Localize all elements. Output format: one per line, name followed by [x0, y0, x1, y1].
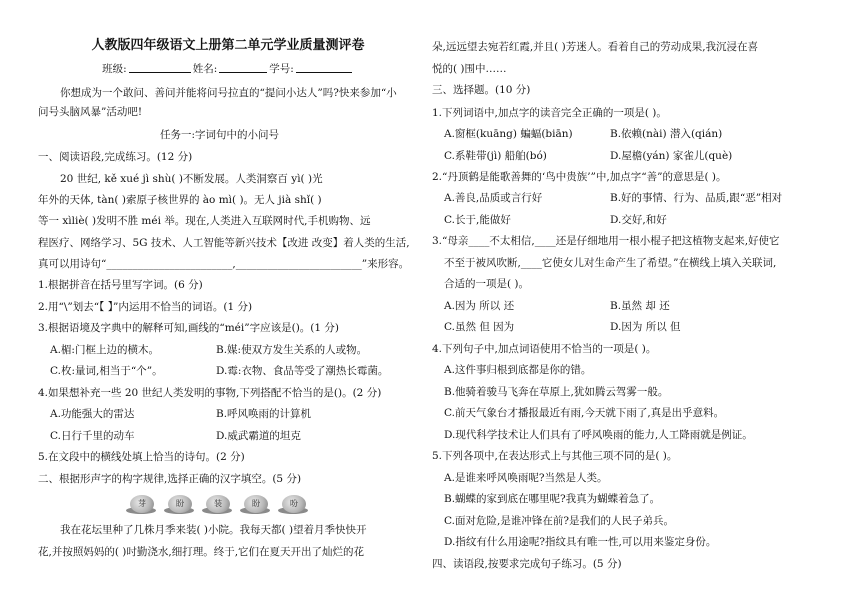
section-4-heading: 四、读语段,按要求完成句子练习。(5 分)	[432, 558, 622, 570]
character-icon-5[interactable]: 吩	[282, 495, 306, 513]
mc1-option-a[interactable]: A.窗框(kuāng) 蝙蝠(biān)	[444, 128, 573, 140]
mc3-option-a[interactable]: A.因为 所以 还	[444, 300, 515, 312]
name-blank[interactable]	[219, 61, 267, 73]
mc-question-4: 4.下列句子中,加点词语使用不恰当的一项是( )。	[432, 343, 657, 355]
section-1-heading: 一、阅读语段,完成练习。(12 分)	[38, 151, 193, 163]
q4-option-c[interactable]: C.日行千里的动车	[50, 430, 135, 442]
continuation-line-1: 朵,远远望去宛若红霞,并且( )芳迷人。看着自己的劳动成果,我沉浸在喜	[432, 41, 759, 53]
passage-line-3: 等一 xìliè( )发明不胜 méi 举。现在,人类进入互联网时代,手机购物、远	[38, 215, 371, 227]
page-title: 人教版四年级语文上册第二单元学业质量测评卷	[91, 38, 365, 53]
mc3-option-c[interactable]: C.虽然 但 因为	[444, 321, 515, 333]
q4-option-d[interactable]: D.威武霸道的坦克	[216, 430, 301, 442]
passage-line-1: 20 世纪, kě xué jì shù( )不断发展。人类洞察百 yì( )光	[60, 173, 323, 185]
continuation-line-2: 悦的( )围中……	[432, 63, 507, 75]
mc2-option-b[interactable]: B.好的事情、行为、品质,跟“恶”相对	[610, 192, 783, 204]
q3-option-a[interactable]: A.楣:门框上边的横木。	[50, 344, 159, 356]
mc-question-3-line-2: 不至于被风吹断,____它使女儿对生命产生了希望。”在横线上填入关联词,	[444, 257, 777, 269]
mc5-option-a[interactable]: A.是谁来呼风唤雨呢?当然是人类。	[444, 472, 608, 484]
mc4-option-c[interactable]: C.前天气象台才播报最近有雨,今天就下雨了,真是出乎意料。	[444, 407, 725, 419]
question-2: 2.用“\”划去“【 】”内运用不恰当的词语。(1 分)	[38, 301, 253, 313]
mc1-option-c[interactable]: C.系鞋带(jì) 船舶(bó)	[444, 150, 547, 162]
mc4-option-b[interactable]: B.他骑着骏马飞奔在草原上,犹如腾云驾雾一般。	[444, 386, 669, 398]
character-icon-2[interactable]: 盼	[168, 495, 192, 513]
mc4-option-d[interactable]: D.现代科学技术让人们具有了呼风唤雨的能力,人工降雨就是例证。	[444, 429, 753, 441]
passage-line-5: 真可以用诗句“________________________,________________________”来形容。	[38, 258, 410, 270]
sentence-line-2: 花,并按照妈妈的( )吋勤浇水,细打理。终于,它们在夏天开出了灿烂的花	[38, 546, 365, 558]
character-icon-1[interactable]: 芽	[130, 495, 154, 513]
section-3-heading: 三、选择题。(10 分)	[432, 84, 531, 96]
question-4: 4.如果想补充一些 20 世纪人类发明的事物,下列搭配不恰当的是()。(2 分)	[38, 387, 382, 399]
mc-question-2: 2.“丹顶鹤是能歌善舞的‘鸟中贵族’”中,加点字“善”的意思是( )。	[432, 171, 727, 183]
mc-question-1: 1.下列词语中,加点字的读音完全正确的一项是( )。	[432, 107, 667, 119]
id-label: 学号:	[269, 63, 294, 75]
id-blank[interactable]	[296, 61, 352, 73]
mc5-option-c[interactable]: C.面对危险,是谁冲锋在前?是我们的人民子弟兵。	[444, 515, 674, 527]
mc2-option-c[interactable]: C.长于,能做好	[444, 214, 511, 226]
student-info-row	[38, 61, 418, 76]
mc1-option-b[interactable]: B.依赖(nài) 潜入(qián)	[610, 128, 723, 140]
q4-option-b[interactable]: B.呼风唤雨的计算机	[216, 408, 312, 420]
mc4-option-a[interactable]: A.这件事归根到底都是你的错。	[444, 364, 592, 376]
mc5-option-d[interactable]: D.指纹有什么用途呢?指纹具有唯一性,可以用来鉴定身份。	[444, 536, 717, 548]
character-icon-4[interactable]: 盼	[244, 495, 268, 513]
passage-line-2: 年外的天体, tàn( )索原子核世界的 ào mì( )。无人 jià shǐ( )	[38, 194, 322, 206]
mc5-option-b[interactable]: B.蝴蝶的家到底在哪里呢?我真为蝴蝶着急了。	[444, 493, 661, 505]
mc-question-3-line-1: 3.“母亲____不太相信,____还是仔细地用一根小棍子把这植物支起来,好使它	[432, 235, 780, 247]
class-label: 班级:	[102, 63, 127, 75]
q3-option-c[interactable]: C.枚:量词,相当于“个”。	[50, 365, 163, 377]
mc3-option-b[interactable]: B.虽然 却 还	[610, 300, 670, 312]
mc2-option-a[interactable]: A.善良,品质或言行好	[444, 192, 543, 204]
intro-line-2: 问号头脑风暴”活动吧!	[38, 106, 143, 118]
mc1-option-d[interactable]: D.屋檐(yán) 家雀儿(què)	[610, 150, 733, 162]
question-3: 3.根据语境及字典中的解释可知,画线的“méi”字应该是()。(1 分)	[38, 322, 340, 334]
mc2-option-d[interactable]: D.交好,和好	[610, 214, 667, 226]
task-heading: 任务一:字词句中的小问号	[160, 129, 280, 141]
mc-question-3-line-3: 合适的一项是( )。	[444, 278, 530, 290]
intro-line-1: 你想成为一个敢问、善问并能将问号拉直的“提问小达人”吗?快来参加“小	[60, 87, 397, 99]
q3-option-d[interactable]: D.霉:衣物、食品等受了潮热长霉菌。	[216, 365, 389, 377]
name-label: 姓名:	[192, 63, 218, 75]
q4-option-a[interactable]: A.功能强大的雷达	[50, 408, 135, 420]
section-2-heading: 二、根据形声字的构字规律,选择正确的汉字填空。(5 分)	[38, 473, 302, 485]
character-icon-3[interactable]: 装	[206, 495, 230, 513]
q3-option-b[interactable]: B.媒:使双方发生关系的人或物。	[216, 344, 368, 356]
mc3-option-d[interactable]: D.因为 所以 但	[610, 321, 681, 333]
question-1: 1.根据拼音在括号里写字词。(6 分)	[38, 279, 203, 291]
passage-line-4: 程医疗、网络学习、5G 技术、人工智能等新兴技术【改进 改变】着人类的生活,	[38, 237, 410, 249]
mc-question-5: 5.下列各项中,在表达形式上与其他三项不同的是( )。	[432, 450, 678, 462]
sentence-line-1: 我在花坛里种了几株月季来装( )小院。我每天都( )望着月季快快开	[60, 524, 367, 536]
class-blank[interactable]	[129, 61, 191, 73]
question-5: 5.在文段中的横线处填上恰当的诗句。(2 分)	[38, 451, 245, 463]
